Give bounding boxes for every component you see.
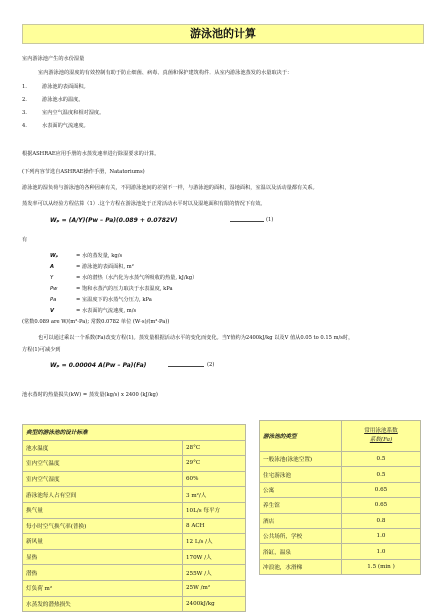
pool-type: 公寓 (260, 482, 342, 497)
row-label: 换气量 (23, 502, 183, 518)
definition-text: = 水的蒸发量, kg/s (76, 253, 123, 259)
excerpt-note: (下列内容节选自ASHRAE操作手册，Natatoriums) (22, 169, 145, 175)
pool-factor: 0.65 (342, 498, 421, 513)
factor-header-line1: 常用泳池系数 (364, 428, 398, 434)
table-row (260, 528, 421, 543)
row-value: 10L/s 每平方 (183, 502, 246, 518)
row-label: 池水温度 (23, 440, 183, 456)
page-title: 游泳池的计算 (190, 27, 256, 40)
definition-text: = 室温度下的水蒸气分压力, kPa (76, 297, 152, 303)
pool-factor: 1.0 (342, 544, 421, 559)
table-row (23, 440, 246, 456)
rate-paragraph: 蒸发率可以从经验方程估算（1）.这个方程在游泳池处于正常活动水平时以及湿地面积有限的情况下有效。 (22, 201, 266, 207)
pool-type: 酒店 (260, 513, 342, 528)
pool-factor: 0.8 (342, 513, 421, 528)
factor-header-line2: 系数(Fa) (369, 437, 393, 443)
constants-note: (常数0.089 are W/(m²·Pa); 常数0.0782 单位 (W·s)/(m³·Pa)) (22, 319, 170, 325)
title-banner (22, 24, 424, 44)
definition-symbol: Pa (50, 297, 57, 303)
table-row (23, 471, 246, 487)
factor-number: 3. (22, 110, 27, 116)
pool-type: 浴缸，温泉 (260, 544, 342, 559)
table-row (260, 559, 421, 574)
definition-symbol: V (50, 308, 55, 314)
row-value: 2400kJ/kg (183, 596, 246, 612)
formula-2: Wₚ = 0.00004 A(Pw – Pa)(Fa) (50, 362, 147, 369)
factor-text: 室内空气温度和相对湿度。 (42, 110, 105, 116)
design-table-title: 典型的游泳池的设计标准 (23, 425, 246, 441)
row-value: 12 L/s /人 (183, 534, 246, 550)
formula-2-number: (2) (207, 362, 215, 368)
row-label: 潜热 (23, 565, 183, 581)
section-heading: 室内游泳池产生的水份湿量 (22, 56, 85, 62)
table-row (23, 534, 246, 550)
formula-2-leader (168, 366, 204, 367)
table-row (260, 513, 421, 528)
formula-1-number: (1) (266, 217, 274, 223)
definition-text: = 水的潜热（水汽化为水蒸气所吸收的热量, kJ/kg） (76, 275, 198, 281)
table-row (23, 456, 246, 472)
pool-factor: 0.65 (342, 482, 421, 497)
row-label: 水蒸发的潜热损失 (23, 596, 183, 612)
pool-type-header: 游泳池的类型 (260, 421, 342, 452)
factor-header (342, 421, 421, 452)
intro-paragraph: 室内游泳池的湿度的有效控制有助于防止细菌、病毒、真菌和保护建筑构件．从室内游泳池蒸发的水量取决于： (38, 70, 293, 76)
definition-symbol: Wₚ (50, 253, 59, 259)
row-value: 8 ACH (183, 518, 246, 534)
factor-text: 水表面的气流速度。 (42, 123, 89, 129)
definition-text: = 游泳池的表面面积, m² (76, 264, 134, 270)
definition-symbol: Pw (50, 286, 58, 292)
table-row (23, 596, 246, 612)
table-row (23, 487, 246, 503)
pool-type: 公共场所，学校 (260, 528, 342, 543)
table-row (260, 452, 421, 467)
row-label: 室内空气湿度 (23, 471, 183, 487)
load-paragraph: 游泳池的湿负荷与游泳池的各种因素有关，不同游泳池间的差别不一样，与游泳池的面积，湿地面积，室温以及活动量都有关系。 (22, 185, 318, 191)
definition-text: = 水表面的气流速度, m/s (76, 308, 137, 314)
table-row (23, 518, 246, 534)
table-header-row (23, 425, 246, 441)
pool-type: 住宅游泳池 (260, 467, 342, 482)
row-label: 游泳池每人占有空间 (23, 487, 183, 503)
table-row (23, 549, 246, 565)
table-row (260, 498, 421, 513)
row-value: 3 m²/人 (183, 487, 246, 503)
factor-number: 4. (22, 123, 27, 129)
pool-type: 一般泳池(泳池空置) (260, 452, 342, 467)
row-value: 29°C (183, 456, 246, 472)
definition-symbol: A (50, 264, 55, 270)
factor-paragraph: 也可以通过乘以一个系数(Fa)改变方程(1)。蒸发量根据活动水平的变化而变化。当Y值约为2400kJ/kg 以及V 值从0.05 to 0.15 m/s时， (38, 335, 354, 341)
row-value: 255W /人 (183, 565, 246, 581)
factor-text: 游泳池的表面面积。 (42, 84, 89, 90)
factor-text: 游泳池水的温度。 (42, 97, 84, 103)
formula-1: Wₚ = (A/Y)(Pw – Pa)(0.089 + 0.0782V) (50, 217, 178, 224)
formula-1-leader (230, 221, 264, 222)
row-value: 60% (183, 471, 246, 487)
row-value: 170W /人 (183, 549, 246, 565)
pool-factor: 0.5 (342, 452, 421, 467)
design-criteria-table (22, 424, 246, 612)
ashrae-paragraph: 根据ASHRAE应用手册的水蒸发速率进行除湿要求的计算。 (22, 151, 160, 157)
table-row (260, 544, 421, 559)
table-row (260, 467, 421, 482)
pool-factor: 1.0 (342, 528, 421, 543)
pool-factor: 0.5 (342, 467, 421, 482)
row-value: 25W /m² (183, 580, 246, 596)
factor-number: 2. (22, 97, 27, 103)
row-label: 显热 (23, 549, 183, 565)
definition-symbol: Y (50, 275, 54, 281)
table-header-row (260, 421, 421, 452)
factor-number: 1. (22, 84, 27, 90)
row-label: 每小时空气换气率(普换) (23, 518, 183, 534)
row-label: 室内空气温度 (23, 456, 183, 472)
factor-paragraph-cont: 方程(1)可减少到 (22, 347, 61, 353)
pool-factor: 1.5 (min ) (342, 559, 421, 574)
heat-loss-note: 池水蒸时的热量损失(kW) = 蒸发量(kg/s) x 2400 (kJ/kg) (22, 392, 158, 398)
table-row (260, 482, 421, 497)
table-row (23, 565, 246, 581)
definition-text: = 饱和水蒸汽的压力取决于水表温度, kPa (76, 286, 173, 292)
where-label: 有 (22, 237, 28, 243)
row-value: 28°C (183, 440, 246, 456)
table-row (23, 502, 246, 518)
activity-factor-table (259, 420, 421, 575)
pool-type: 冲浪池，水滑梯 (260, 559, 342, 574)
table-row (23, 580, 246, 596)
row-label: 灯负荷 m² (23, 580, 183, 596)
row-label: 新风量 (23, 534, 183, 550)
pool-type: 养生馆 (260, 498, 342, 513)
